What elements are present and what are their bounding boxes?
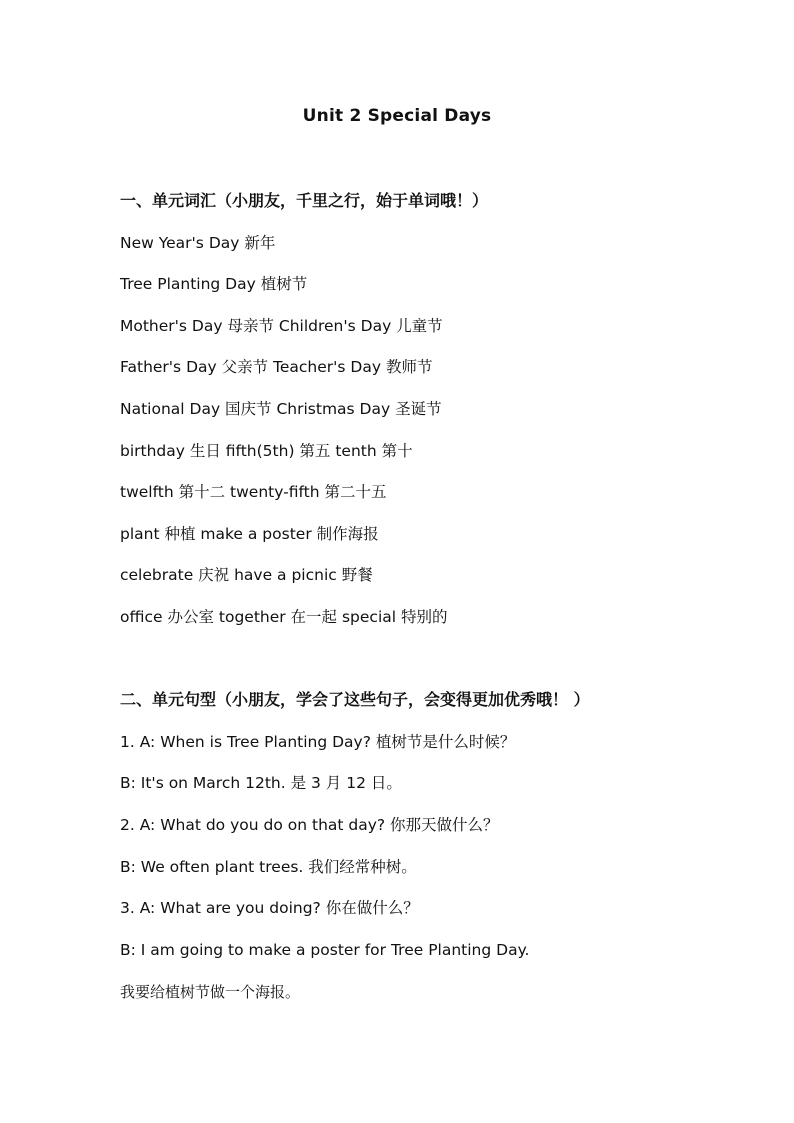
sentence-line-1: 1. A: When is Tree Planting Day? 植树节是什么时候？ [120, 733, 516, 751]
section2-heading: 二、单元句型（小朋友，学会了这些句子，会变得更加优秀哦！ ） [120, 690, 590, 709]
sentence-line-3: 2. A: What do you do on that day? 你那天做什么？ [120, 816, 499, 834]
sentence-line-2: B: It's on March 12th. 是 3 月 12 日。 [120, 774, 402, 792]
page-title: Unit 2 Special Days [302, 106, 492, 126]
vocab-line-8: plant 种植 make a poster 制作海报 [120, 525, 379, 543]
vocab-line-2: Tree Planting Day 植树节 [120, 275, 308, 293]
sentence-line-7: 我要给植树节做一个海报。 [120, 983, 301, 1001]
sentence-line-4: B: We often plant trees. 我们经常种树。 [120, 858, 417, 876]
sentence-line-6: B: I am going to make a poster for Tree Planting Day. [120, 941, 530, 959]
section1-heading: 一、单元词汇（小朋友，千里之行，始于单词哦！） [120, 191, 489, 210]
vocab-line-3: Mother's Day 母亲节 Children's Day 儿童节 [120, 317, 443, 335]
vocab-line-1: New Year's Day 新年 [120, 234, 276, 252]
vocab-line-9: celebrate 庆祝 have a picnic 野餐 [120, 566, 373, 584]
sentence-line-5: 3. A: What are you doing? 你在做什么？ [120, 899, 419, 917]
vocab-line-6: birthday 生日 fifth(5th) 第五 tenth 第十 [120, 442, 413, 460]
vocab-line-5: National Day 国庆节 Christmas Day 圣诞节 [120, 400, 442, 418]
vocab-line-10: office 办公室 together 在一起 special 特别的 [120, 608, 448, 626]
vocab-line-4: Father's Day 父亲节 Teacher's Day 教师节 [120, 358, 433, 376]
vocab-line-7: twelfth 第十二 twenty-fifth 第二十五 [120, 483, 387, 501]
